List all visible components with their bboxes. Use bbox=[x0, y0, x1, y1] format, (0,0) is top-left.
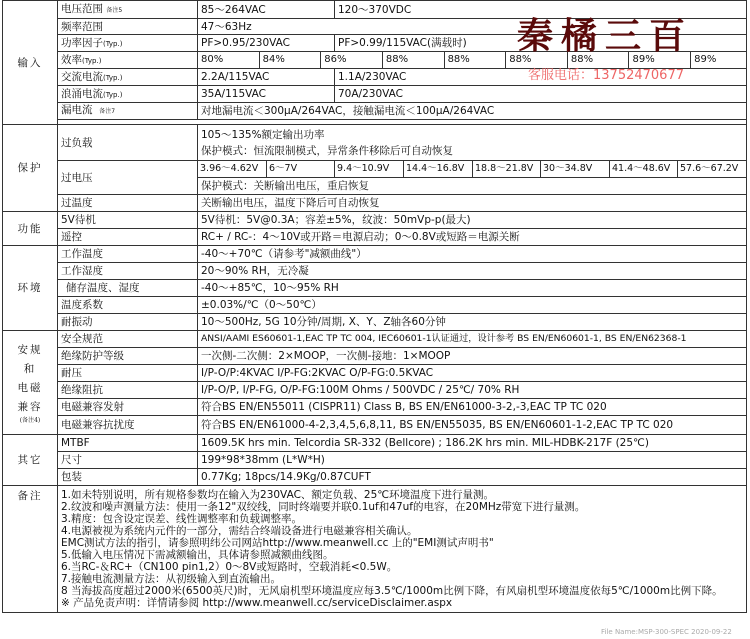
note-line: 1.如未特别说明，所有规格参数均在输入为230VAC、额定负载、25℃环境温度下进行量测。 bbox=[61, 489, 495, 501]
eff-cell: 80% bbox=[198, 52, 260, 68]
safety-std-value: ANSI/AAMI ES60601-1,EAC TP TC 004, IEC60601-1认证通过，设计参考 BS EN/EN60601-1, BS EN/EN62368-1 bbox=[198, 331, 747, 348]
withstand-value: I/P-O/P:4KVAC I/P-FG:2KVAC O/P-FG:0.5KVAC bbox=[198, 365, 747, 382]
eff-cell: 88% bbox=[568, 52, 630, 68]
resistance-label: 绝缘阻抗 bbox=[58, 382, 198, 399]
footer-filename: File Name:MSP-300-SPEC 2020-09-22 bbox=[601, 628, 732, 636]
efficiency-label: 效率(Typ.) bbox=[58, 52, 198, 69]
overload-line-1: 105～135%额定输出功率 bbox=[201, 128, 325, 141]
packing-value: 0.77Kg; 18pcs/14.9Kg/0.87CUFT bbox=[198, 469, 747, 486]
vibration-label: 耐振动 bbox=[58, 314, 198, 331]
eff-cell: 86% bbox=[321, 52, 383, 68]
otp-label: 过温度 bbox=[58, 195, 198, 212]
standby-value: 5V待机：5V@0.3A；容差±5%，纹波：50mVp-p(最大) bbox=[198, 212, 747, 229]
op-temp-value: -40～+70℃（请参考"减额曲线"） bbox=[198, 246, 747, 263]
note-line: 3.精度：包含设定误差、线性调整率和负载调整率。 bbox=[61, 513, 303, 525]
inrush-2: 70A/230VAC bbox=[335, 86, 747, 103]
safety-std-label: 安全规范 bbox=[58, 331, 198, 348]
humidity-value: 20～90% RH，无冷凝 bbox=[198, 263, 747, 280]
ovp-cell: 18.8～21.8V bbox=[473, 161, 541, 178]
eff-cell: 88% bbox=[506, 52, 568, 68]
ovp-cell: 41.4～48.6V bbox=[610, 161, 678, 178]
freq-value: 47～63Hz bbox=[198, 19, 747, 35]
storage-label: 储存温度、湿度 bbox=[58, 280, 198, 297]
note-line: 6.当RC-＆RC+（CN100 pin1,2）0～8V或短路时，空载消耗<0.5W。 bbox=[61, 561, 398, 573]
mtbf-label: MTBF bbox=[58, 435, 198, 452]
note-line: 2.纹波和噪声测量方法：使用一条12"双绞线，同时终端要并联0.1uf和47uf的电容，在20MHz带宽下进行量测。 bbox=[61, 501, 586, 513]
remote-label: 遥控 bbox=[58, 229, 198, 246]
pf-value-2: PF>0.99/115VAC(满载时) bbox=[335, 35, 747, 52]
watermark-title: 秦橘三百 bbox=[517, 15, 694, 57]
leakage-value: 对地漏电流＜300μA/264VAC，接触漏电流＜100μA/264VAC bbox=[198, 103, 747, 120]
note-line: 4.电源被视为系统内元件的一部分，需结合终端设备进行电磁兼容相关确认。 bbox=[61, 525, 418, 537]
ovp-cell: 6～7V bbox=[267, 161, 335, 178]
resistance-value: I/P-O/P, I/P-FG, O/P-FG:100M Ohms / 500VDC / 25℃/ 70% RH bbox=[198, 382, 747, 399]
note-line: ※ 产品免责声明：详情请参阅 http://www.meanwell.cc/serviceDisclaimer.aspx bbox=[61, 597, 453, 609]
pf-label: 功率因子(Typ.) bbox=[58, 35, 198, 52]
category-function: 功能 bbox=[3, 212, 58, 246]
overload-value bbox=[198, 125, 747, 161]
notes-list bbox=[58, 486, 747, 613]
category-environment: 环境 bbox=[3, 246, 58, 331]
note-line: 8 当海拔高度超过2000米(6500英尺)时，无风扇机型环境温度应每3.5℃/1000m比例下降，有风扇机型环境温度依每5℃/1000m比例下降。 bbox=[61, 585, 723, 597]
voltage-ac: 85～264VAC bbox=[198, 1, 335, 19]
ovp-label: 过电压 bbox=[58, 161, 198, 195]
note-line: 5.低输入电压情况下需减额输出，具体请参照减额曲线图。 bbox=[61, 549, 334, 561]
packing-label: 包装 bbox=[58, 469, 198, 486]
pf-value-1: PF>0.95/230VAC bbox=[198, 35, 335, 52]
ovp-cell: 57.6～67.2V bbox=[678, 161, 747, 178]
dimension-value: 199*98*38mm (L*W*H) bbox=[198, 452, 747, 469]
spec-table bbox=[2, 0, 747, 613]
ovp-cell: 9.4～10.9V bbox=[335, 161, 404, 178]
overload-label: 过负载 bbox=[58, 125, 198, 161]
voltage-range-label: 电压范围 备注5 bbox=[58, 1, 198, 19]
isolation-value: 一次侧-二次侧：2×MOOP，一次侧-接地：1×MOOP bbox=[198, 348, 747, 365]
eff-cell: 89% bbox=[694, 54, 717, 65]
freq-label: 频率范围 bbox=[58, 19, 198, 35]
standby-label: 5V待机 bbox=[58, 212, 198, 229]
ovp-cell: 14.4～16.8V bbox=[404, 161, 473, 178]
eff-cell: 88% bbox=[445, 52, 507, 68]
humidity-label: 工作湿度 bbox=[58, 263, 198, 280]
temp-coef-value: ±0.03%/℃（0～50℃） bbox=[198, 297, 747, 314]
inrush-label: 浪涌电流(Typ.) bbox=[58, 86, 198, 103]
category-protection: 保护 bbox=[3, 125, 58, 212]
remote-value: RC+ / RC-：4～10V或开路＝电源启动；0～0.8V或短路＝电源关断 bbox=[198, 229, 747, 246]
emc-emission-label: 电磁兼容发射 bbox=[58, 399, 198, 416]
withstand-label: 耐压 bbox=[58, 365, 198, 382]
ovp-cell: 30～34.8V bbox=[541, 161, 610, 178]
category-safety-emc: 安规 和 电磁 兼容 (备注4) bbox=[3, 331, 58, 435]
watermark-contact: 客服电话：13752470677 bbox=[528, 68, 684, 83]
category-input: 输入 bbox=[3, 1, 58, 125]
storage-value: -40～+85℃，10～95% RH bbox=[198, 280, 747, 297]
emc-immunity-value: 符合BS EN/EN61000-4-2,3,4,5,6,8,11, BS EN/EN55035, BS EN/EN60601-1-2,EAC TP TC 020 bbox=[198, 416, 747, 435]
note-line: EMC测试方法的指引，请参照明纬公司网站http://www.meanwell.cc 上的"EMI测试声明书" bbox=[61, 537, 494, 549]
mtbf-value: 1609.5K hrs min. Telcordia SR-332 (Bellcore) ; 186.2K hrs min. MIL-HDBK-217F (25℃) bbox=[198, 435, 747, 452]
leakage-label: 漏电流 备注7 bbox=[58, 103, 198, 120]
vibration-value: 10～500Hz, 5G 10分钟/周期, X、Y、Z轴各60分钟 bbox=[198, 314, 747, 331]
note-line: 7.接触电流测量方法：从初级输入到直流输出。 bbox=[61, 573, 282, 585]
ac-current-2: 1.1A/230VAC bbox=[335, 69, 747, 86]
eff-cell: 89% bbox=[629, 52, 691, 68]
ac-current-1: 2.2A/115VAC bbox=[198, 69, 335, 86]
category-others: 其它 bbox=[3, 435, 58, 486]
category-notes: 备注 bbox=[3, 486, 58, 613]
eff-cell: 88% bbox=[383, 52, 445, 68]
otp-value: 关断输出电压，温度下降后可自动恢复 bbox=[198, 195, 747, 212]
emc-immunity-label: 电磁兼容抗扰度 bbox=[58, 416, 198, 435]
dimension-label: 尺寸 bbox=[58, 452, 198, 469]
inrush-1: 35A/115VAC bbox=[198, 86, 335, 103]
eff-cell: 84% bbox=[260, 52, 322, 68]
temp-coef-label: 温度系数 bbox=[58, 297, 198, 314]
overload-line-2: 保护模式：恒流限制模式，异常条件移除后可自动恢复 bbox=[201, 144, 453, 157]
op-temp-label: 工作温度 bbox=[58, 246, 198, 263]
ovp-mode: 保护模式：关断输出电压，重启恢复 bbox=[198, 178, 747, 195]
isolation-label: 绝缘防护等级 bbox=[58, 348, 198, 365]
emc-emission-value: 符合BS EN/EN55011 (CISPR11) Class B, BS EN/EN61000-3-2,-3,EAC TP TC 020 bbox=[198, 399, 747, 416]
ovp-cell: 3.96～4.62V bbox=[198, 161, 267, 178]
voltage-dc: 120～370VDC bbox=[335, 1, 747, 19]
ac-current-label: 交流电流(Typ.) bbox=[58, 69, 198, 86]
